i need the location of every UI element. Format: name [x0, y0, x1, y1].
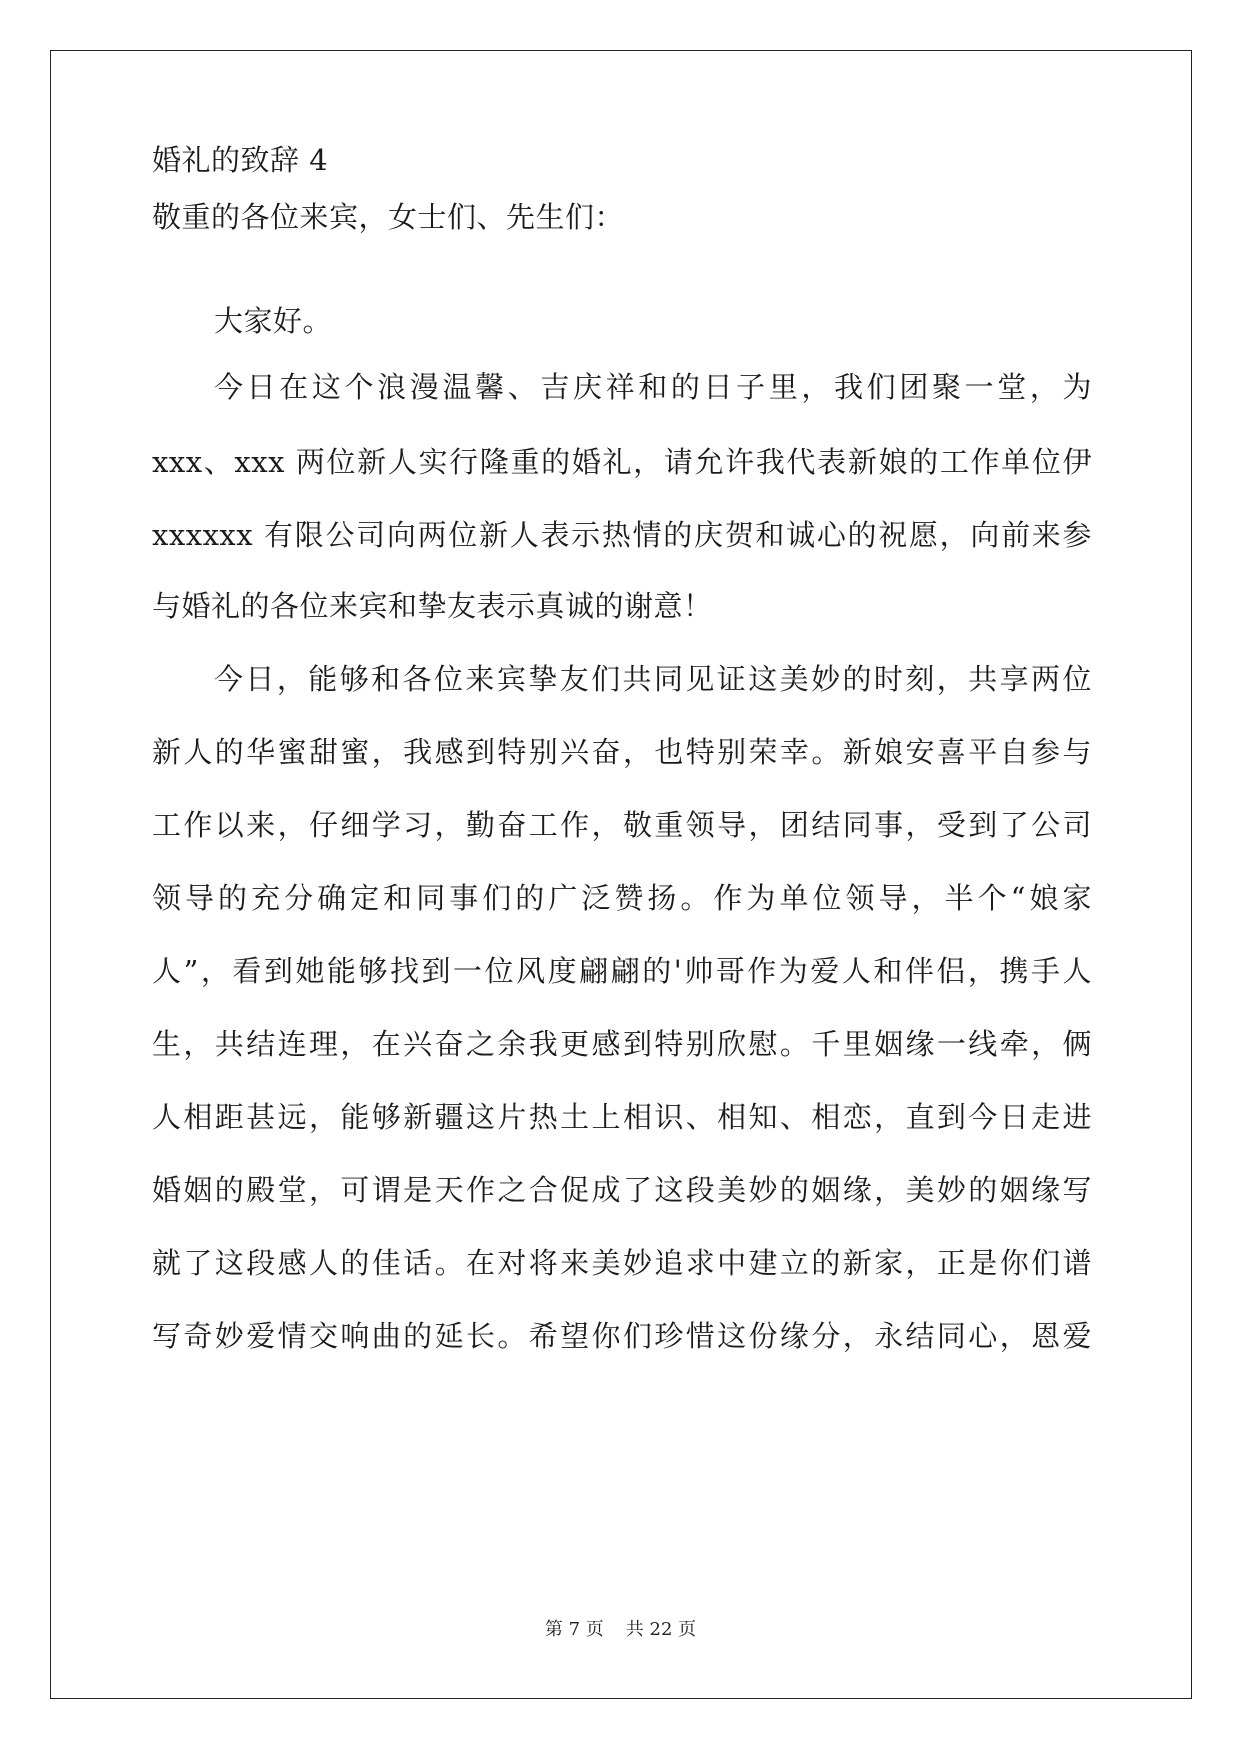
paragraph-line: 工作以来，仔细学习，勤奋工作，敬重领导，团结同事，受到了公司 — [152, 808, 1092, 842]
paragraph-line: 与婚礼的各位来宾和挚友表示真诚的谢意！ — [152, 589, 713, 623]
paragraph-line: 写奇妙爱情交响曲的延长。希望你们珍惜这份缘分，永结同心，恩爱 — [152, 1319, 1092, 1353]
paragraph-line: 婚姻的殿堂，可谓是天作之合促成了这段美妙的姻缘，美妙的姻缘写 — [152, 1173, 1092, 1207]
page-border — [50, 50, 1192, 1699]
paragraph-line: 生，共结连理，在兴奋之余我更感到特别欣慰。千里姻缘一线牵，俩 — [152, 1027, 1092, 1061]
paragraph-line: 大家好。 — [214, 304, 333, 338]
paragraph-line: xxxxxx 有限公司向两位新人表示热情的庆贺和诚心的祝愿，向前来参 — [152, 518, 1092, 552]
paragraph-line: 人相距甚远，能够新疆这片热土上相识、相知、相恋，直到今日走进 — [152, 1100, 1092, 1134]
page-total: 共 22 页 — [625, 1619, 697, 1640]
document-title: 婚礼的致辞 4 — [152, 143, 329, 177]
paragraph-line: xxx、xxx 两位新人实行隆重的婚礼，请允许我代表新娘的工作单位伊 — [152, 445, 1092, 479]
page-footer — [0, 1615, 1241, 1641]
paragraph-line: 今日在这个浪漫温馨、吉庆祥和的日子里，我们团聚一堂，为 — [214, 370, 1092, 404]
paragraph-line: 人”，看到她能够找到一位风度翩翩的'帅哥作为爱人和伴侣，携手人 — [152, 954, 1092, 988]
paragraph-line: 就了这段感人的佳话。在对将来美妙追求中建立的新家，正是你们谱 — [152, 1246, 1092, 1280]
salutation: 敬重的各位来宾，女士们、先生们： — [152, 200, 625, 234]
paragraph-line: 领导的充分确定和同事们的广泛赞扬。作为单位领导，半个“娘家 — [152, 881, 1092, 915]
paragraph-line: 今日，能够和各位来宾挚友们共同见证这美妙的时刻，共享两位 — [214, 662, 1092, 696]
paragraph-line: 新人的华蜜甜蜜，我感到特别兴奋，也特别荣幸。新娘安喜平自参与 — [152, 735, 1092, 769]
page-number: 第 7 页 — [544, 1619, 604, 1640]
